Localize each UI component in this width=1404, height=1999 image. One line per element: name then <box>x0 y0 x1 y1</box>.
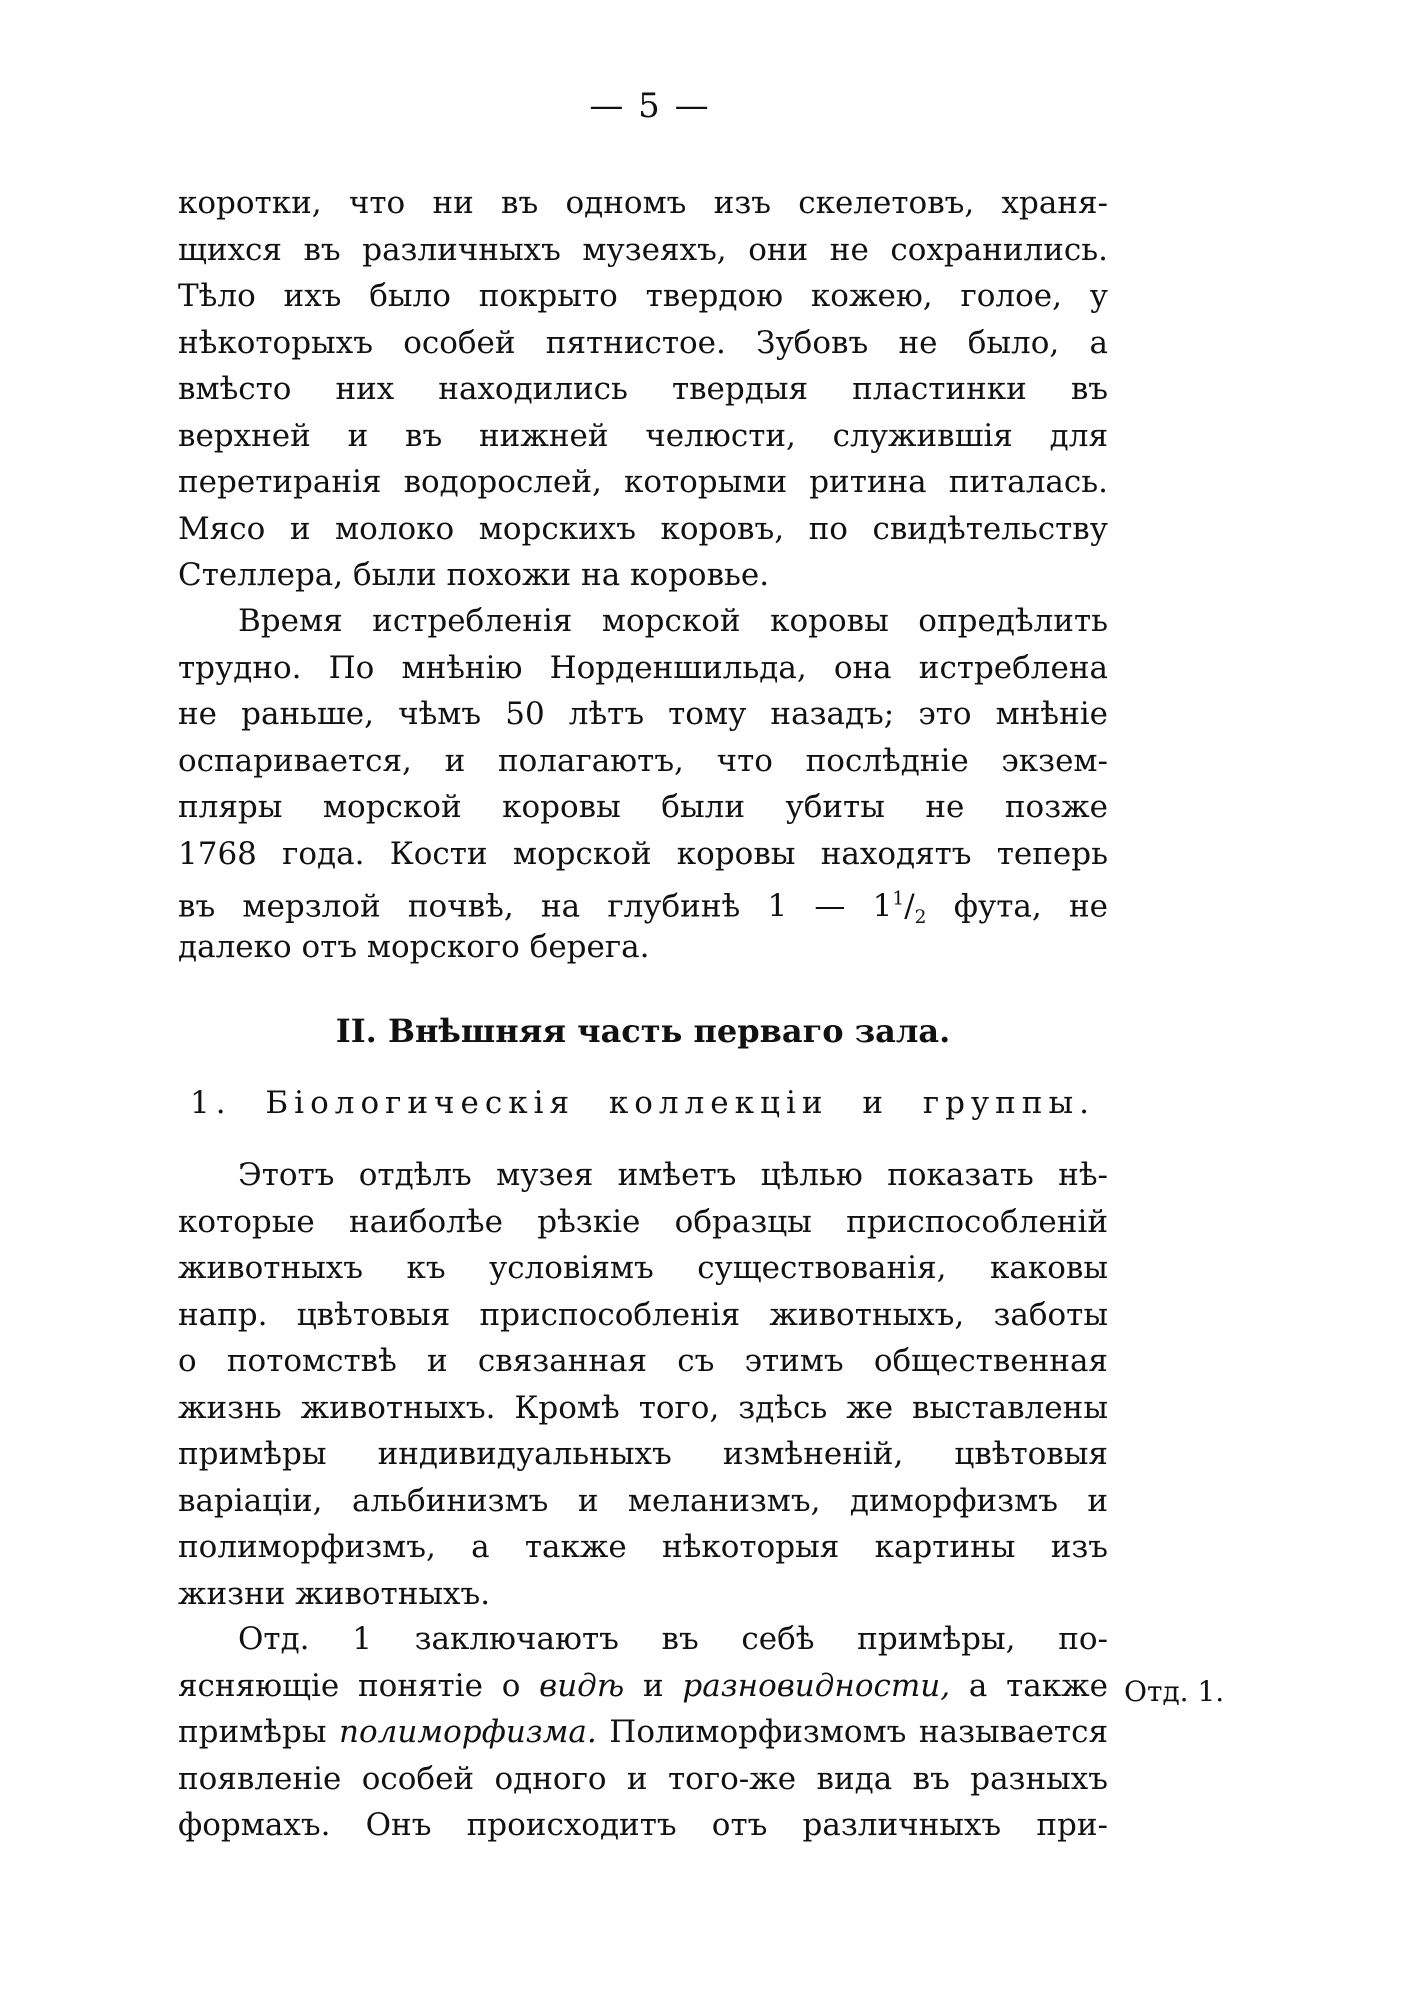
text-fragment: фута, не <box>953 888 1109 925</box>
text-line: жизни животныхъ. <box>178 1575 491 1612</box>
text-line: Этотъ отдѣлъ музея имѣетъ цѣлью показать нѣ- <box>238 1157 1108 1193</box>
text-line: о потомствѣ и связанная съ этимъ общественная <box>178 1343 1108 1379</box>
text-line: верхней и въ нижней челюсти, служившія для <box>178 417 1108 454</box>
text-line: коротки, что ни въ одномъ изъ скелетовъ, храня- <box>178 185 1108 221</box>
italic-term: видѣ <box>539 1667 625 1704</box>
text-fragment: Полиморфизмомъ называется <box>609 1714 1108 1750</box>
text-line: примѣры индивидуальныхъ измѣненій, цвѣтовыя <box>178 1436 1108 1472</box>
text-line: оспаривается, и полагаютъ, что послѣдніе экзем- <box>178 742 1108 779</box>
text-fragment: примѣры <box>178 1714 327 1750</box>
text-line: щихся въ различныхъ музеяхъ, они не сохранились. <box>178 231 1108 268</box>
text-line: не раньше, чѣмъ 50 лѣтъ тому назадъ; это мнѣніе <box>178 696 1108 732</box>
text-line: нѣкоторыхъ особей пятнистое. Зубовъ не было, а <box>178 324 1108 361</box>
text-line: которые наиболѣе рѣзкіе образцы приспособленій <box>178 1203 1108 1240</box>
text-line: Тѣло ихъ было покрыто твердою кожею, голое, у <box>178 278 1108 314</box>
italic-term: разновидности, <box>682 1667 951 1704</box>
text-line: Мясо и молоко морскихъ коровъ, по свидѣтельству <box>178 510 1108 547</box>
text-line: далеко отъ морского берега. <box>178 928 650 965</box>
text-line: животныхъ къ условіямъ существованія, каковы <box>178 1250 1108 1286</box>
text-line <box>178 1709 1108 1756</box>
text-line <box>178 1663 1108 1710</box>
text-line: Стеллера, были похожи на коровье. <box>178 557 770 593</box>
margin-note: Отд. 1. <box>1124 1675 1225 1708</box>
page-number: — 5 — <box>589 86 711 126</box>
text-line: появленіе особей одного и того-же вида въ разныхъ <box>178 1760 1108 1797</box>
text-line: жизнь животныхъ. Кромѣ того, здѣсь же выставлены <box>178 1389 1108 1426</box>
subsection-heading: 1. Біологическія коллекціи и группы. <box>190 1085 1095 1121</box>
text-line: пляры морской коровы были убиты не позже <box>178 789 1108 825</box>
text-line: Отд. 1 заключаютъ въ себѣ примѣры, по- <box>238 1621 1108 1657</box>
fraction: 1 — $1^1/_2$ <box>767 888 927 929</box>
italic-term: полиморфизма. <box>339 1714 597 1750</box>
text-line: напр. цвѣтовыя приспособленія животныхъ, заботы <box>178 1296 1108 1333</box>
text-line: полиморфизмъ, а также нѣкоторыя картины изъ <box>178 1529 1108 1565</box>
text-fragment: въ мерзлой почвѣ, на глубинѣ <box>178 888 741 925</box>
text-line: перетиранія водорослей, которыми ритина питалась. <box>178 464 1108 500</box>
text-line: вмѣсто них находились твердыя пластинки въ <box>178 371 1108 407</box>
text-line: Время истребленія морской коровы опредѣлить <box>238 603 1108 639</box>
text-fragment: а также <box>968 1667 1108 1704</box>
paragraph-extinction-date <box>178 598 1108 970</box>
text-line-with-fraction <box>178 877 1109 929</box>
paragraph-department-1 <box>178 1616 1108 1849</box>
text-line: 1768 года. Кости морской коровы находятъ теперь <box>178 835 1108 872</box>
text-line: формахъ. Онъ происходитъ отъ различныхъ при- <box>178 1807 1108 1843</box>
text-line: варіаціи, альбинизмъ и меланизмъ, диморфизмъ и <box>178 1482 1108 1519</box>
paragraph-department-purpose <box>178 1152 1108 1617</box>
text-fragment: и <box>642 1667 664 1704</box>
paragraph-steller-cow-description <box>178 180 1108 599</box>
text-line: трудно. По мнѣнію Норденшильда, она истреблена <box>178 649 1108 686</box>
text-fragment: ясняющіе понятіе о <box>178 1667 521 1704</box>
section-heading: II. Внѣшняя часть перваго зала. <box>335 1012 951 1050</box>
